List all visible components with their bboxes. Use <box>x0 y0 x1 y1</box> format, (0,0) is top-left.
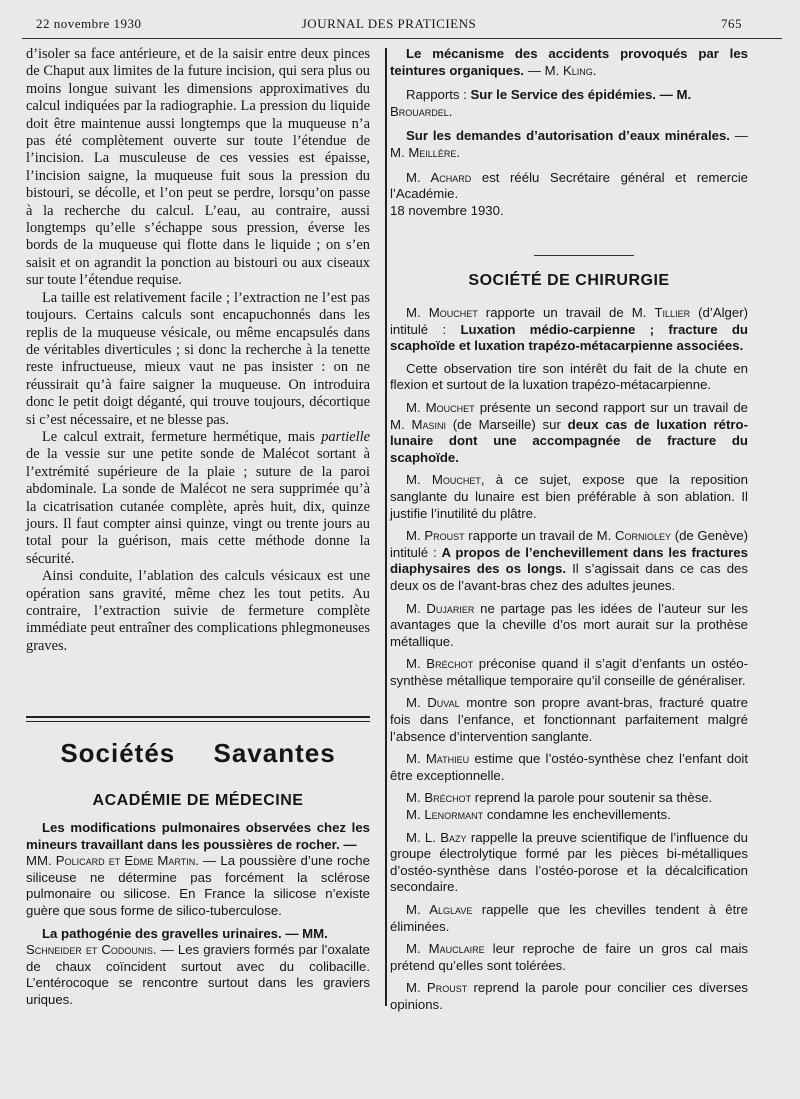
running-header <box>36 16 742 36</box>
report-authors: Schneider et Codounis. <box>26 942 157 958</box>
paragraph-text: de la vessie sur une petite sonde de Malécot sortant à l’extrémité supérieure de la plaie ; suture de la paroi abdominale. La sonde de Malécot ne sera supprimée qu’à la cicatrisation cutanée complète, après huit, dix, quinze jours. Il faut compter ainsi quinze, vingt ou trente jours au total pour la guérison, mais cette méthode donne la sécurité. <box>26 446 370 567</box>
column-divider <box>385 48 387 1006</box>
report-item-text <box>26 942 370 1008</box>
report-text: rappelle la preuve scientifique de l’influence du groupe électrolytique formé par les pièces bi-métalliques d’ostéo-synthèse dans l’ostéo-porose et la décalcification secondaire. <box>390 829 748 895</box>
report-authors: M. Lenormant <box>406 807 484 823</box>
report-title: Les modifications pulmonaires observées chez les mineurs travaillant dans les poussières de rocher. — <box>26 820 370 852</box>
report-text: leur reproche de faire un gros cal mais prétend qu’elles sont tolérées. <box>390 941 749 973</box>
session-date: 18 novembre 1930. <box>390 202 504 218</box>
report-item <box>390 830 748 896</box>
report-authors: M. Bréchot <box>406 790 472 806</box>
report-authors: MM. Policard et Edme Martin. <box>26 853 199 869</box>
report-authors: — M. Kling. <box>524 62 597 78</box>
report-text: présente un second rapport sur un travail de M. <box>390 399 748 432</box>
paragraph-text: Le calcul extrait, fermeture hermétique, mais <box>42 428 322 445</box>
report-summary: — Les graviers formés par l’oxalate de chaux coïncident surtout avec du colibacille. L’entérocoque se rencontre surtout dans les graviers uriques. <box>26 942 370 1007</box>
societes-savantes-heading: Sociétés Savantes <box>60 738 336 768</box>
report-text: , à ce sujet, expose que la reposition sanglante du lunaire est bien préférable à son ablation. Il justifie l’inutilité du plâtre. <box>390 472 748 521</box>
report-item: Cette observation tire son intérêt du fait de la chute en flexion et surtout de la luxation trapézo-métacarpienne. <box>390 360 748 393</box>
report-text: ne partage pas les idées de l’auteur sur les avantages que la cheville d’os mort aurait sur la prothèse métallique. <box>390 600 748 649</box>
spacer <box>390 79 748 87</box>
report-summary: — La poussière d’une roche siliceuse ne détermine pas forcément la sclérose pulmonaire ou silicose. En France la silicose n’existe guère que sous forme de silico-tuberculose. <box>26 853 370 918</box>
report-authors: M. Mouchet <box>406 472 481 488</box>
spacer <box>390 120 748 128</box>
report-item <box>390 695 748 745</box>
report-item <box>390 472 748 522</box>
short-rule <box>534 255 634 256</box>
paragraph-text: Ainsi conduite, l’ablation des calculs vésicaux est une opération sans gravité, même chez les tout petits. Au contraire, l’extraction suivie de fermeture complète immédiate peut entraîner des complications phlegmoneuses graves. <box>26 568 370 654</box>
report-item <box>390 790 748 807</box>
report-title: Sur les demandes d’autorisation d’eaux minérales. <box>406 128 730 144</box>
right-column <box>390 46 748 219</box>
section-double-rule <box>26 716 370 722</box>
report-item <box>390 980 748 1013</box>
report-title-suffix: — MM. <box>281 925 328 941</box>
report-label: Rapports : <box>406 87 471 103</box>
report-item <box>390 941 748 974</box>
report-item <box>390 104 748 121</box>
report-authors: Tillier <box>654 305 691 320</box>
report-item <box>390 46 748 79</box>
paragraph <box>26 429 370 568</box>
report-item <box>390 751 748 784</box>
societe-chirurgie-heading: SOCIÉTÉ DE CHIRURGIE <box>468 272 670 289</box>
report-text: préconise quand il s’agit d’enfants un ostéo-synthèse métallique temporaire qu’il conseille de généraliser. <box>390 656 749 688</box>
report-item <box>390 656 748 689</box>
report-authors: M. Achard <box>406 169 472 185</box>
report-item <box>26 820 370 853</box>
report-text: estime que l’ostéo-synthèse chez l’enfant doit être exceptionnelle. <box>390 751 749 783</box>
report-text: reprend la parole pour soutenir sa thèse. <box>471 790 713 806</box>
report-item-text <box>26 853 370 919</box>
report-title: Le mécanisme des accidents provoqués par les teintures organiques. <box>390 46 748 78</box>
report-text: montre son propre avant-bras, fracturé quatre fois dans l’enfance, et fonctionnant parfaitement malgré l’absence d’intervention sanglante. <box>390 695 748 744</box>
report-item <box>390 128 748 161</box>
report-item <box>390 902 748 935</box>
paragraph <box>26 568 370 655</box>
report-item <box>390 170 748 203</box>
report-authors: M. Mouchet <box>406 305 478 320</box>
paragraph: d’isoler sa face antérieure, et de la saisir entre deux pinces de Chaput aux limites de la future incision, qui sera plus ou moins longue suivant les dimensions approximatives du calcul indiquées par la radiographie. La pression du liquide doit être maintenue aussi longtemps que la muqueuse n’a pas été complètement ouverte sur toute l’étendue de l’incision. La musculeuse de ces vessies est épaisse, l’incision saigne, la muqueuse fuit sous la pression du bistouri, se décolle, et l’on peut se perdre, lorsqu’on passe à la recherche du calcul. L’eau, au contraire, aussi longtemps qu’elle s’échappe sous pression, éverse les bords de la muqueuse qui flotte dans le liquide ; on s’en saisit et on agrandit la ponction au bistouri ou aux ciseaux sur toute l’étendue requise. <box>26 46 370 289</box>
academie-reports <box>26 820 370 1009</box>
report-title: deux cas de luxation rétro-lunaire dont une accompagnée de fracture du scaphoïde. <box>390 416 748 465</box>
report-title: La pathogénie des gravelles urinaires. <box>42 925 282 941</box>
report-text: (d’Alger) intitulé : <box>390 305 748 337</box>
header-rule <box>22 38 782 39</box>
paragraph-text: La taille est relativement facile ; l’extraction ne l’est pas toujours. Certains calculs sont encapuchonnés dans les replis de la muqueuse vésicale, ou même encapsulés dans de véritables diverticules ; si donc la recherche à la tenette reste infructueuse, mieux vaut ne pas insister : on ne réussirait qu’à faire saigner la muqueuse. On introduira donc le petit doigt déganté, qui trouve toujours, décortique si c’est nécessaire, et ne blesse pas. <box>26 289 370 428</box>
report-authors: M. Alglave <box>406 902 473 917</box>
academie-medecine-heading: ACADÉMIE DE MÉDECINE <box>92 792 304 809</box>
report-authors: M. Proust <box>406 528 465 544</box>
report-authors: M. Mouchet <box>406 399 475 415</box>
report-text: (de Marseille) sur <box>445 416 568 432</box>
report-summary: est réélu Secrétaire général et remercie l’Académie. <box>390 169 748 202</box>
report-item <box>390 400 748 466</box>
report-authors: Cornioley <box>614 528 672 544</box>
report-item <box>26 926 370 943</box>
report-authors: M. Dujarier <box>406 600 475 616</box>
header-page-number: 765 <box>721 16 742 31</box>
report-item <box>390 601 748 651</box>
report-title: Sur le Service des épidémies. — M. <box>470 87 692 103</box>
report-authors: M. Bréchot <box>406 656 474 672</box>
report-text: rappelle que les chevilles tendent à être éliminées. <box>390 902 749 934</box>
report-text: Il s’agissait dans ce cas des deux os de l’avant-bras chez des adultes jeunes. <box>390 561 748 593</box>
report-item <box>390 528 748 594</box>
report-authors: M. Duval <box>406 695 460 711</box>
paragraph <box>26 290 370 429</box>
report-text: rapporte un travail de M. <box>477 305 655 320</box>
report-authors: M. Mathieu <box>406 751 470 767</box>
report-text: rapporte un travail de M. <box>464 528 615 544</box>
report-authors: Brouardel. <box>390 103 453 119</box>
report-authors: M. Mauclaire <box>406 941 485 957</box>
report-item <box>390 807 748 824</box>
report-title: A propos de l’enchevillement dans les fractures diaphysaires des os longs. <box>390 544 748 577</box>
report-text: (de Genève) intitulé : <box>390 528 749 560</box>
report-item <box>390 87 748 104</box>
spacer <box>390 162 748 170</box>
header-date: 22 novembre 1930 <box>36 16 142 31</box>
report-authors: M. L. Bazy <box>406 829 467 845</box>
report-authors: Masini <box>411 416 446 432</box>
header-journal-title: JOURNAL DES PRATICIENS <box>301 16 477 31</box>
report-title: Luxation médio-carpienne ; fracture du scaphoïde et luxation trapézo-métacarpienne associées. <box>390 321 748 354</box>
report-text: condamne les enchevillements. <box>483 807 671 823</box>
left-column-article <box>26 46 370 655</box>
italic-word: partielle <box>321 428 370 445</box>
report-authors: — M. Meillère. <box>390 128 748 160</box>
report-text: reprend la parole pour concilier ces diverses opinions. <box>390 980 748 1012</box>
report-item <box>390 305 748 355</box>
chirurgie-reports <box>390 305 748 1014</box>
report-authors: M. Proust <box>406 980 468 996</box>
